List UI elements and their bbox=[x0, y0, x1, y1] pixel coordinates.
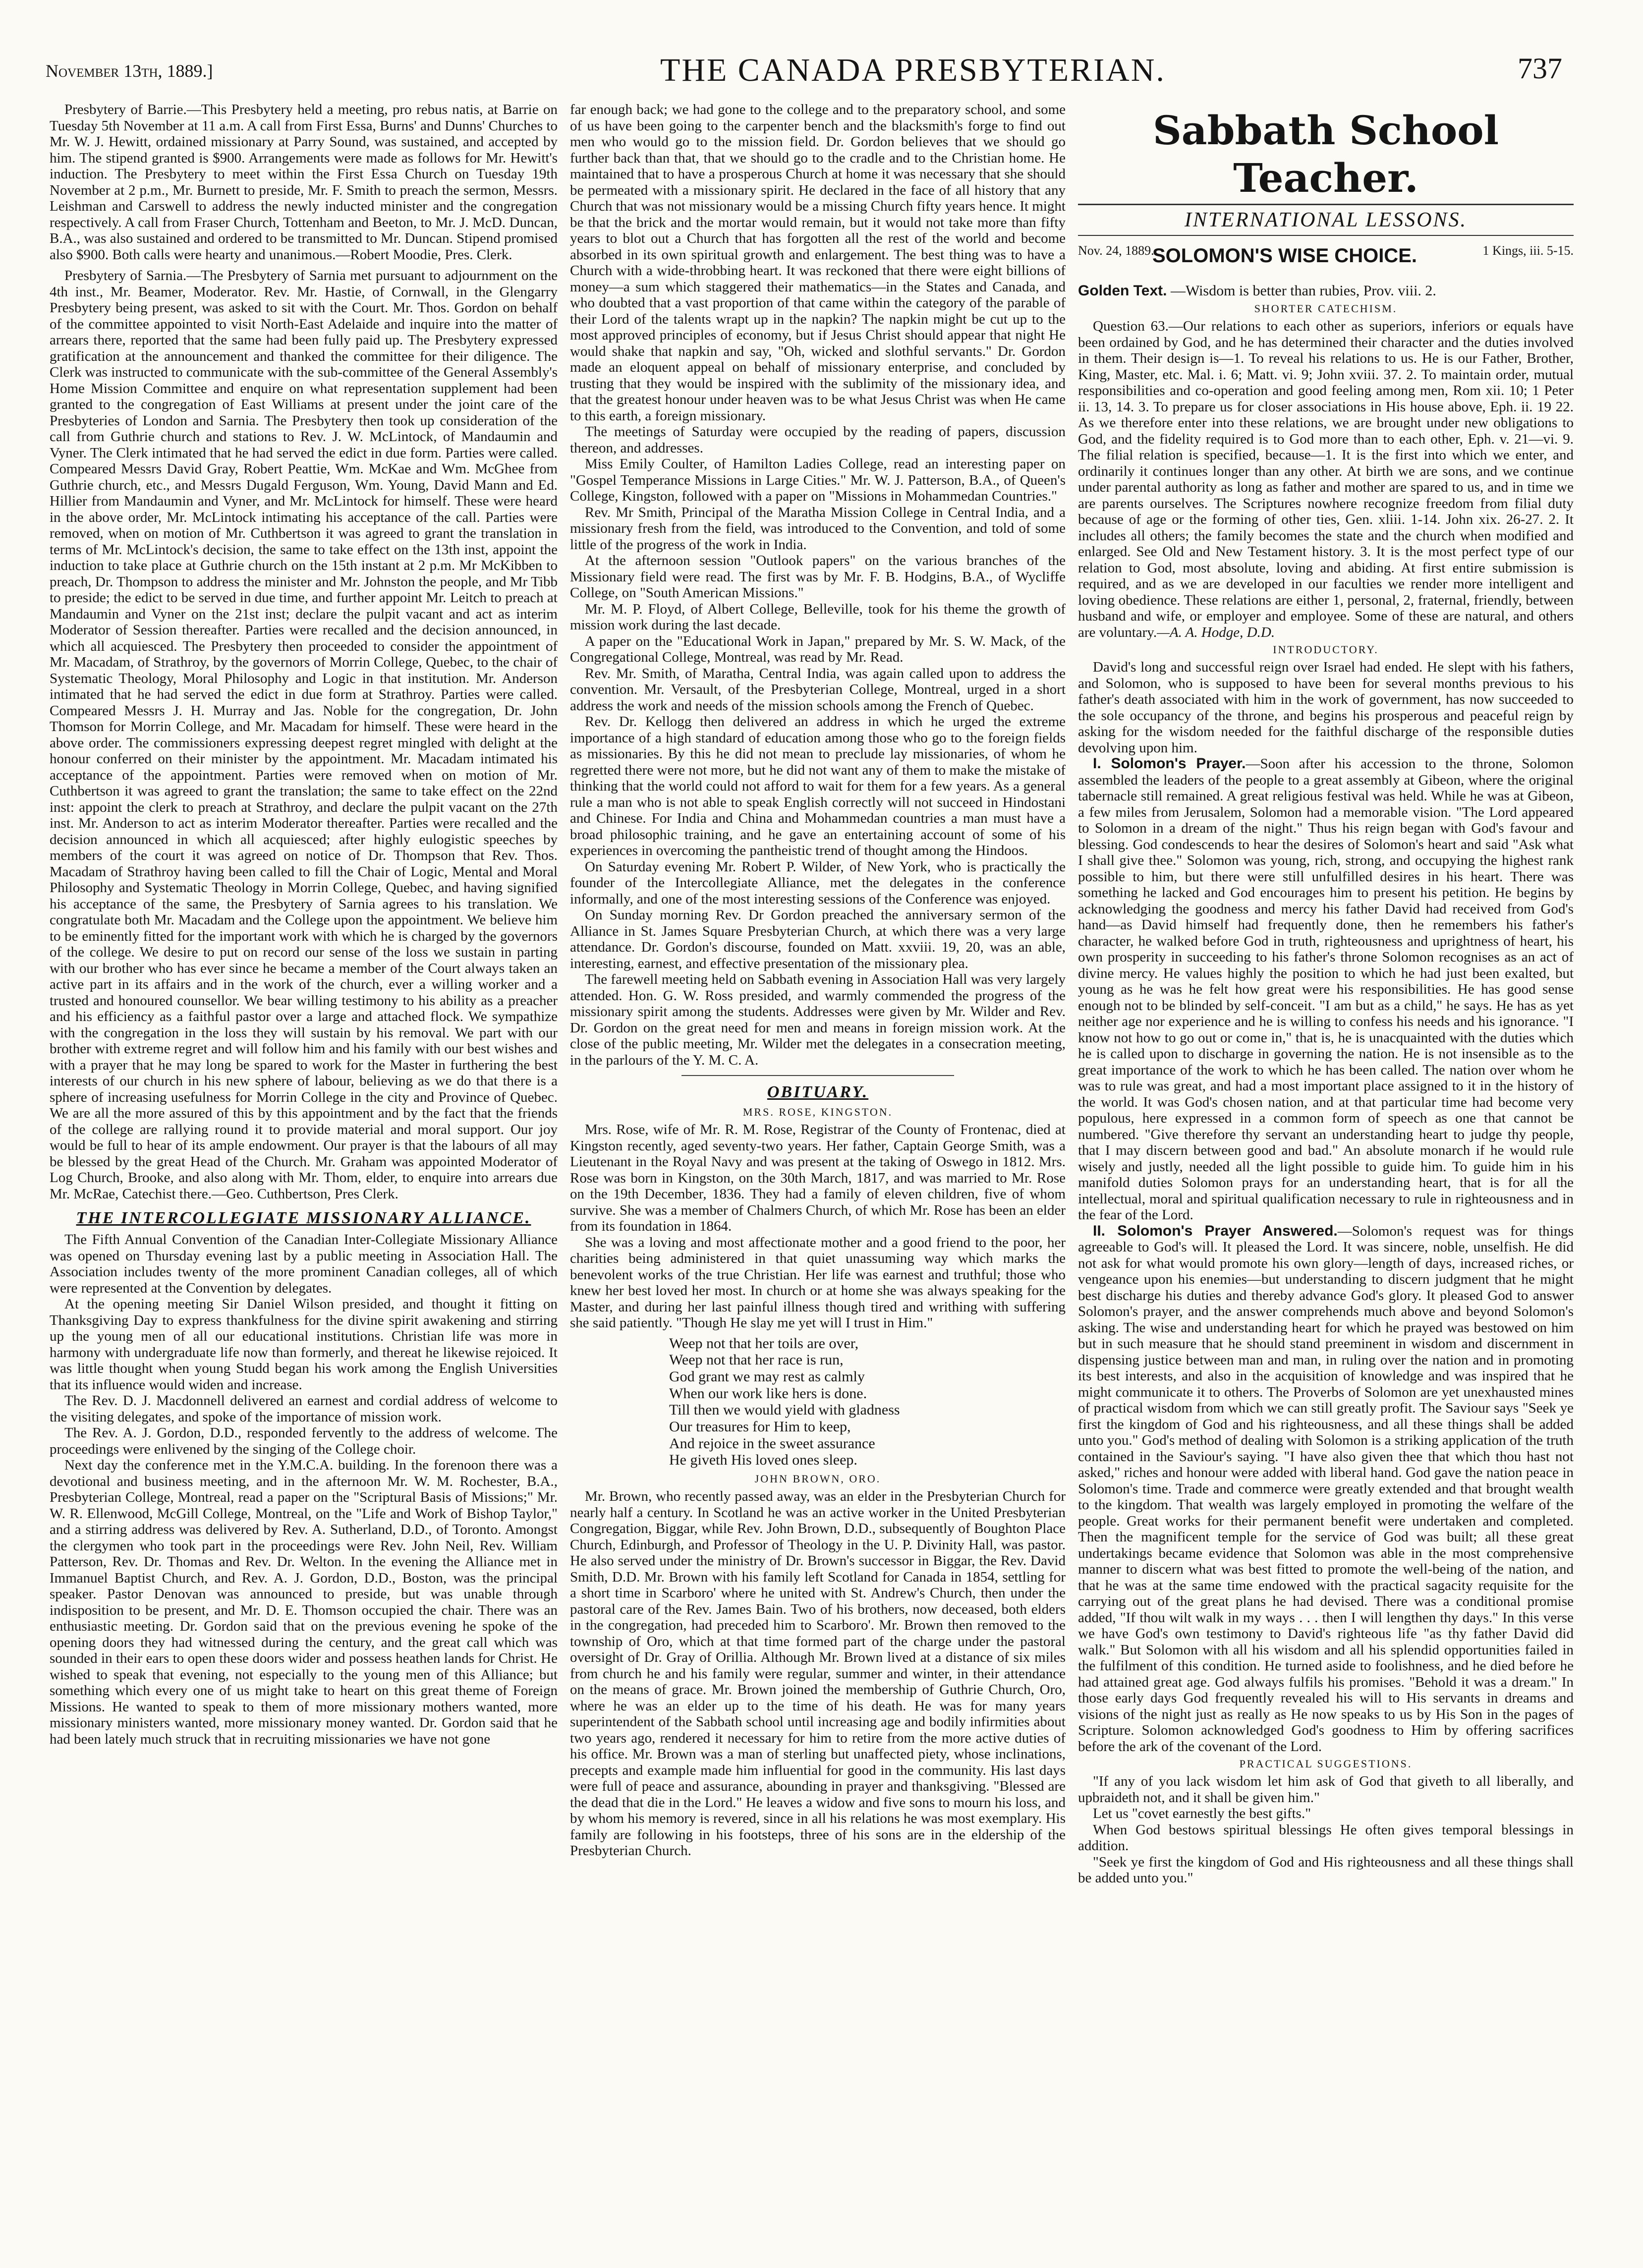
column-3 bbox=[1078, 102, 1574, 2248]
poem-line: Our treasures for Him to keep, bbox=[669, 1418, 851, 1435]
section-run-in-heading: II. Solomon's Prayer Answered. bbox=[1093, 1222, 1338, 1239]
obituary-heading: OBITUARY. bbox=[767, 1083, 869, 1101]
introductory-text: David's long and successful reign over Israel had ended. He slept with his fathers, and Solomon, who is supposed to have been for several months previous to his father's death associated with him in the work of government, has now succeeded to the sole occupancy of the throne, and begins his prosperous and peaceful reign by asking for the wisdom needed for the faithful discharge of the responsible duties devolving upon him. bbox=[1078, 659, 1574, 756]
alliance-paragraph: The Fifth Annual Convention of the Canadian Inter-Collegiate Missionary Alliance was opened on Thursday evening last by a public meeting in Association Hall. The Association includes twenty of the more prominent Canadian colleges, all of which were represented at the Convention by delegates. bbox=[50, 1232, 558, 1296]
introductory-heading: INTRODUCTORY. bbox=[1273, 643, 1379, 656]
poem-line: When our work like hers is done. bbox=[669, 1385, 867, 1402]
obituary-subheading: JOHN BROWN, ORO. bbox=[754, 1473, 881, 1485]
poem-line: He giveth His loved ones sleep. bbox=[669, 1452, 857, 1469]
alliance-paragraph: On Saturday evening Mr. Robert P. Wilder, of New York, who is practically the founder of the Intercollegiate Alliance, met the delegates in the conference informally, and one of the most interesting sessions of the Conference was enjoyed. bbox=[570, 858, 1066, 907]
alliance-paragraph: On Sunday morning Rev. Dr Gordon preached the anniversary sermon of the Alliance in St. James Square Presbyterian Church, at which there was a very large attendance. Dr. Gordon's discourse, founded on Matt. xxviii. 19, 20, was an able, interesting, earnest, and effective presentation of the missionary plea. bbox=[570, 907, 1066, 971]
newspaper-title: THE CANADA PRESBYTERIAN. bbox=[660, 52, 1166, 88]
page-header bbox=[46, 45, 1562, 89]
poem-line: Weep not that her race is run, bbox=[669, 1352, 844, 1368]
alliance-paragraph: The farewell meeting held on Sabbath evening in Association Hall was very largely attended. Hon. G. W. Ross presided, and warmly commended the progress of the missionary spirit among the students. Addresses were given by Mr. Wilder and Rev. Dr. Gordon on the great need for men and means in foreign mission work. At the close of the public meeting, Mr. Wilder met the delegates in a consecration meeting, in the parlours of the Y. M. C. A. bbox=[570, 971, 1066, 1068]
alliance-heading: THE INTERCOLLEGIATE MISSIONARY ALLIANCE. bbox=[76, 1209, 531, 1227]
catechism-body: Question 63.—Our relations to each other as superiors, inferiors or equals have been ordained by God, and he has determined their character and the duties involved in them. Their design is—1. To reveal his relations to us. He is our Father, Brother, King, Master, etc. Mal. i. 6; Matt. vi. 9; John xviii. 37. 2. To maintain order, mutual responsibilities and co-operation and good feeling among men, Rom xii. 10; 1 Peter ii. 13, 14. 3. To prepare us for closer associations in His house above, Eph. ii. 19 22. As we therefore enter into these relations, we are brought under new obligations to God, and the fidelity required is to God more than to each other, Eph. v. 21—vi. 9. The filial relation is specified, because—1. It is the first into which we enter, and ordinarily it continues longer than any other. At birth we are sons, and we continue under parental authority as long as father and mother are spared to us, and in time we are parents ourselves. The Scriptures nowhere recognize freedom from filial duty because of age or the forming of other ties, Gen. xliii. 1-14. John xix. 26-27. 2. It includes all others; the family becomes the state and the church when modified and enlarged. See Old and New Testament history. 3. It is the most perfect type of our relation to God, most absolute, loving and abiding. At first entire submission is required, and as we are developed in our faculties we render more intelligent and loving obedience. These relations are either 1, personal, 2, fraternal, friendly, between husband and wife, or employer and employee. Some of these are natural, and others are voluntary. bbox=[1078, 318, 1574, 640]
alliance-paragraph: Rev. Mr Smith, Principal of the Maratha Mission College in Central India, and a missionary fresh from the field, was introduced to the Convention, and told of some little of the progress of the work in India. bbox=[570, 504, 1066, 553]
lesson-section bbox=[1078, 756, 1574, 1223]
divider bbox=[681, 1075, 954, 1076]
obituary-subheading: MRS. ROSE, KINGSTON. bbox=[742, 1106, 893, 1118]
alliance-paragraph: At the opening meeting Sir Daniel Wilson presided, and thought it fitting on Thanksgiving Day to express thankfulness for the divine spirit awakening and stirring up the young men of all our educational institutions. Christian life was more in harmony with undergraduate life now than formerly, and thereat he likewise rejoiced. It was little thought when young Studd began his work among the English Universities that its influence would widen and increase. bbox=[50, 1296, 558, 1393]
section-body: —Soon after his accession to the throne, Solomon assembled the leaders of the people to a great assembly at Gibeon, where the original tabernacle still remained. A great religious festival was held. While he was at Gibeon, a few miles from Jerusalem, Solomon had a memorable vision. "The Lord appeared to Solomon in a dream of the night." Thus his reign began with God's favour and blessing. God condescends to hear the desires of Solomon's heart and said "Ask what I shall give thee." Solomon was young, rich, strong, and occupying the highest rank possible to him, but there were still unfulfilled desires in his heart. There was something he lacked and God encourages him to present his petition. He begins by acknowledging the goodness and mercy his father David had received from God's hand—as David himself had frequently done, then he remembers his father's character, he walked before God in truth, righteousness and uprightness of heart, his own prosperity in succeeding to his father's throne Solomon recognises as an act of divine mercy. He values highly the position to which he had just been exalted, but young as he was he felt how great were his responsibilities. He has good sense enough not to be blinded by self-conceit. "I am but as a child," he says. He has as yet neither age nor experience and he is willing to confess his needs and his ignorance. "I know not how to go out or come in," that is, he is unacquainted with the duties which he is called upon to discharge in governing the nation. He is not insensible as to the great importance of the work to which he has been called. The nation over whom he was to rule was great, and had a most important place assigned to it in the history of the world. It was God's chosen nation, and at that particular time had become very populous, here expressed in a common form of speech as one that cannot be numbered. "Give therefore thy servant an understanding heart to judge thy people, that I may discern between good and bad." An absolute monarch if he would rule wisely and justly, needed all the light possible to guide him. To guide him in his manifold duties Solomon prays for an understanding heart, that is for all the intellectual, moral and spiritual qualification necessary to rule in righteousness and in the fear of the Lord. bbox=[1078, 756, 1574, 1223]
alliance-paragraph: Rev. Dr. Kellogg then delivered an address in which he urged the extreme importance of a high standard of education among those who go to the foreign fields as missionaries. By this he did not mean to preclude lay missionaries, of whom he regretted there were not more, but he did not want any of them to make the mistake of thinking that the world could not afford to wait for them for a few years. As a general rule a man who is not able to speak English correctly will not succeed in Hindostani and Chinese. For India and China and Mohammedan countries a man must have a broad philosophic training, and he gave an entertaining account of some of his experiences in overcoming the pantheistic trend of thought among the Hindoos. bbox=[570, 714, 1066, 858]
lessons-heading: INTERNATIONAL LESSONS. bbox=[1078, 204, 1574, 236]
alliance-paragraph: Mr. M. P. Floyd, of Albert College, Belleville, took for his theme the growth of mission work during the last decade. bbox=[570, 601, 1066, 633]
practical-suggestion: When God bestows spiritual blessings He often gives temporal blessings in addition. bbox=[1078, 1821, 1574, 1854]
lesson-date: Nov. 24, 1889. bbox=[1078, 243, 1154, 258]
catechism-text bbox=[1078, 318, 1574, 640]
practical-suggestion: Let us "covet earnestly the best gifts." bbox=[1093, 1806, 1311, 1821]
page-number: 737 bbox=[1518, 52, 1562, 85]
poem-line: Weep not that her toils are over, bbox=[669, 1335, 859, 1352]
column-2 bbox=[570, 102, 1066, 2248]
obituary-paragraph: Mrs. Rose, wife of Mr. R. M. Rose, Registrar of the County of Frontenac, died at Kingston recently, aged seventy-two years. Her father, Captain George Smith, was a Lieutenant in the Royal Navy and was present at the taking of Oswego in 1812. Mrs. Rose was born in Kingston, on the 30th March, 1817, and was married to Mr. Rose on the 19th December, 1836. They had a family of eleven children, five of whom survive. She was a member of Chalmers Church, of which Mr. Rose has been an elder from its foundation in 1864. bbox=[570, 1122, 1066, 1234]
lesson-title: SOLOMON'S WISE CHOICE. bbox=[1152, 245, 1417, 267]
alliance-paragraph: The Rev. A. J. Gordon, D.D., responded fervently to the address of welcome. The proceedings were enlivened by the singing of the College choir. bbox=[50, 1425, 558, 1457]
section-run-in-heading: I. Solomon's Prayer. bbox=[1093, 755, 1246, 772]
lesson-reference: 1 Kings, iii. 5-15. bbox=[1482, 243, 1574, 258]
issue-date: November 13th, 1889.] bbox=[46, 61, 213, 81]
alliance-continued: far enough back; we had gone to the college and to the preparatory school, and some of us have been going to the carpenter bench and the blacksmith's forge to find out men who would go to the mission field. Dr. Gordon believes that we should go further back than that, that we should go to the cradle and to the Christian home. He maintained that to have a prosperous Church at home it was necessary that she should be permeated with a missionary spirit. He declared in the face of all history that any Church that was not missionary would be a missing Church fifty years hence. It might be that the brick and the mortar would remain, but it would not take more than fifty years to blot out a Church that has forgotten all the rest of the world and become absorbed in its own spiritual growth and enlargement. The best thing was to have a Church with a wide-throbbing heart. It was reckoned that there were eight billions of money—a sum which staggered their mathematics—in the States and Canada, and who doubted that a vast proportion of that came within the category of the parable of their Lord of the talents wrapt up in the napkin? The napkin might be cut up to the most approved principles of economy, but if Jesus Christ should appear that night He would shake that napkin and say, "Oh, wicked and slothful servants." Dr. Gordon made an eloquent appeal on behalf of missionary enterprise, and concluded by trusting that they would be inspired with the sublimity of the missionary idea, and that the greatest honour under heaven was to be what Jesus Christ was when He came to this earth, a foreign missionary. bbox=[570, 102, 1066, 424]
lesson-section bbox=[1078, 1223, 1574, 1755]
lesson-title-row bbox=[1078, 242, 1574, 282]
practical-suggestion: "Seek ye first the kingdom of God and His righteousness and all these things shall be added unto you." bbox=[1078, 1854, 1574, 1886]
golden-text-body: —Wisdom is better than rubies, Prov. viii. 2. bbox=[1170, 283, 1436, 299]
memorial-poem bbox=[570, 1335, 1066, 1469]
practical-heading: PRACTICAL SUGGESTIONS. bbox=[1239, 1758, 1413, 1770]
alliance-paragraph: A paper on the "Educational Work in Japan," prepared by Mr. S. W. Mack, of the Congregational College, Montreal, was read by Mr. Read. bbox=[570, 633, 1066, 665]
golden-text bbox=[1078, 283, 1574, 299]
catechism-signature: —A. A. Hodge, D.D. bbox=[1157, 624, 1275, 640]
poem-line: God grant we may rest as calmly bbox=[669, 1368, 865, 1385]
alliance-paragraph: Next day the conference met in the Y.M.C.A. building. In the forenoon there was a devotional and business meeting, and in the afternoon Mr. W. M. Rochester, B.A., Presbyterian College, Montreal, read a paper on the "Scriptural Basis of Missions;" Mr. W. R. Ellenwood, McGill College, Montreal, on the "Life and Work of Bishop Taylor," and a stirring address was delivered by Rev. A. Sutherland, D.D., of Toronto. Amongst the clergymen who took part in the proceedings were Rev. John Neil, Rev. William Patterson, Rev. Dr. Thomas and Rev. Dr. Welton. In the evening the Alliance met in Immanuel Baptist Church, and Rev. A. J. Gordon, D.D., Boston, was the principal speaker. Pastor Denovan was announced to preside, but was unable through indisposition to be present, and Mr. D. E. Thomson occupied the chair. There was an enthusiastic meeting. Dr. Gordon said that on the previous evening he spoke of the opening doors they had witnessed during the century, and the great call which was sounded in their ears to open these doors wider and possess heathen lands for Christ. He wished to speak that evening, not especially to the young men of this Alliance; but something which every one of us might take to heart on this great theme of Foreign Missions. He wanted to speak to them of more missionary mothers wanted, more missionary ministers wanted, more missionary money wanted. Dr. Gordon said that he had been lately much struck that in recruiting missionaries we have not gone bbox=[50, 1457, 558, 1747]
alliance-paragraph: The meetings of Saturday were occupied by the reading of papers, discussion thereon, and addresses. bbox=[570, 424, 1066, 456]
poem-line: Till then we would yield with gladness bbox=[669, 1402, 900, 1418]
poem-line: And rejoice in the sweet assurance bbox=[669, 1435, 875, 1452]
obituary-paragraph: She was a loving and most affectionate mother and a good friend to the poor, her charities being administered in that quiet unassuming way which marks the benevolent works of the true Christian. Her life was earnest and truthful; those who knew her best loved her most. In church or at home she was always speaking for the Master, and during her last painful illness though tired and writhing with suffering she said patiently. "Though He slay me yet will I trust in Him." bbox=[570, 1234, 1066, 1331]
catechism-heading: SHORTER CATECHISM. bbox=[1254, 302, 1398, 315]
sarnia-presbytery-report: Presbytery of Sarnia.—The Presbytery of Sarnia met pursuant to adjournment on the 4th inst., Mr. Beamer, Moderator. Rev. Mr. Hastie, of Cornwall, in the Glengarry Presbytery being present, was asked to sit with the Court. Mr. Thos. Gordon on behalf of the committee appointed to visit North-East Adelaide and inquire into the matter of arrears there, reported that the same had been fully paid up. The Presbytery expressed gratification at the announcement and thanked the committee for their diligence. The Clerk was instructed to communicate with the sub-committee of the General Assembly's Home Mission Committee and enquire on what representation supplement had been granted to the congregation of East Williams at present under the joint care of the Presbyteries of London and Sarnia. The Presbytery then took up consideration of the call from Guthrie church and stations to Rev. J. W. McLintock, of Mandaumin and Vyner. The Clerk intimated that he had served the edict in due form. Parties were called. Compeared Messrs David Gray, Robert Peattie, Wm. McKae and Wm. McGhee from Guthrie church, etc., and Messrs Dugald Ferguson, Wm. Young, David Mann and Ed. Hillier from Mandaumin and Vyner, and Mr. McLintock for himself. These were heard in the above order, Mr. McLintock intimating his acceptance of the call. Parties were removed, when on motion of Mr. Cuthbertson it was agreed to grant the translation in terms of Mr. McLintock's decision, the same to take effect on the 13th inst, appoint the induction to take place at Guthrie church on the 15th instant at 2 p.m. Mr McKibben to preach, Dr. Thompson to address the minister and Mr. Johnston the people, and Mr Tibb to preside; the edict to be served in due time, and further appoint Mr. Leitch to preach at Mandaumin and Vyner on the 21st inst; declare the pulpit vacant and act as interim Moderator of Session thereafter. Parties were recalled and the decision announced, in which all acquiesced. The Presbytery then proceeded to consider the appointment of Mr. Macadam, of Strathroy, by the governors of Morrin College, Quebec, to the chair of Systematic Theology, Moral Philosophy and Logic in that institution. Mr. Anderson intimated that he had served the edict in due form at Strathroy. Parties were called. Compeared Messrs J. H. Murray and Jas. Noble for the congregation, Dr. John Thomson for Morrin College, and Mr. Macadam for himself. These were heard in the above order. The commissioners expressing deepest regret mingled with delight at the honour conferred on their minister by the appointment. Mr. Macadam intimated his acceptance of the appointment. Parties were removed when on motion of Mr. Cuthbertson it was agreed to grant the translation; the same to take effect on the 22nd inst: appoint the clerk to preach at Strathroy, and declare the pulpit vacant on the 27th inst. Mr. Anderson to act as interim Moderator thereafter. Parties were recalled and the decision announced in which all acquiesced; after highly eulogistic speeches by members of the court it was agreed on notice of Dr. Thompson that Rev. Thos. Macadam of Strathroy having been called to fill the Chair of Logic, Mental and Moral Philosophy and Systematic Theology in Morrin College, Quebec, and having signified his acceptance of the same, the Presbytery of Sarnia agrees to his translation. We congratulate both Mr. Macadam and the College upon the appointment. We believe him to be eminently fitted for the important work with which he is charged by the governors of the college. We desire to put on record our sense of the loss we sustain in parting with our brother who has ever since he became a member of the Court always taken an active part in its affairs and in the work of the church, ever a willing worker and a trusted and honoured counsellor. We bear willing testimony to his ability as a preacher and his efficiency as a faithful pastor over a large and attached flock. We sympathize with the congregation in the loss they will sustain by his removal. We part with our brother with extreme regret and will follow him and his family with our best wishes and with a prayer that he may long be spared to work for the Master in furthering the best interests of our church in his new sphere of labour, believing as we do that there is a sphere of increasing usefulness for Morrin College in the city and Province of Quebec. We are all the more assured of this by this appointment and by the fact that the friends of the college are rallying round it to provide material and moral support. Our joy would be full to hear of its ample endowment. Our prayer is that the labours of all may be blessed by the great Head of the Church. Mr. Graham was appointed Moderator of Log Church, Brooke, and also along with Mr. Thom, elder, to enquire into arrears due Mr. McRae, Catechist there.—Geo. Cuthbertson, Pres Clerk. bbox=[50, 268, 558, 1202]
column-1 bbox=[50, 102, 558, 2248]
alliance-paragraph: Miss Emily Coulter, of Hamilton Ladies College, read an interesting paper on "Gospel Temperance Missions in Large Cities." Mr. W. J. Patterson, B.A., of Queen's College, Kingston, followed with a paper on "Missions in Mohammedan Countries." bbox=[570, 456, 1066, 504]
alliance-paragraph: The Rev. D. J. Macdonnell delivered an earnest and cordial address of welcome to the visiting delegates, and spoke of the importance of mission work. bbox=[50, 1393, 558, 1425]
section-body: —Solomon's request was for things agreeable to God's will. It pleased the Lord. It was sincere, noble, unselfish. He did not ask for what would promote his own glory—length of days, increased riches, or vengeance upon his enemies—but understanding to discern judgment that he might best discharge his duties and thereby advance God's glory. It pleased God to answer Solomon's prayer, and the answer comprehends much above and beyond Solomon's asking. The wise and understanding heart for which he prayed was bestowed on him but in such measure that he should stand preeminent in wisdom and discernment in dispensing justice between man and man, in ruling over the nation and in promoting its best interests, and also in the acquisition of knowledge and was inspired that he might communicate it to others. The Proverbs of Solomon are yet unexhausted mines of practical wisdom from which we can still greatly profit. The Saviour says "Seek ye first the kingdom of God and his righteousness, and all these things shall be added unto you." God's method of dealing with Solomon is a striking application of the truth contained in the Saviour's saying. "I have also given thee that which thou hast not asked," riches and honour were added with liberal hand. God gave the nation peace in Solomon's time. Trade and commerce were greatly extended and that brought wealth to the kingdom. That wealth was largely employed in promoting the welfare of the people. Great works for their permanent benefit were undertaken and completed. Then the magnificent temple for the service of God was built; all these great undertakings became evidence that Solomon was able in the most comprehensive manner to discern what was best fitted to promote the well-being of the nation, and that he was at the same time endowed with the practical sagacity requisite for the carrying out of the great plans he had devised. There was a conditional promise added, "If thou wilt walk in my ways . . . then I will lengthen thy days." In this verse we have God's own testimony to David's righteous life "as thy father David did walk." But Solomon with all his wisdom and all his splendid opportunities failed in the fulfilment of this condition. He turned aside to foolishness, and he died before he had attained great age. God always fulfils his promises. "Behold it was a dream." In those early days God frequently revealed his will to His servants in dreams and visions of the night just as really as He now speaks to us by His Son in the pages of Scripture. Solomon acknowledged God's goodness to Him by offering sacrifices before the ark of the covenant of the Lord. bbox=[1078, 1223, 1574, 1755]
alliance-paragraph: At the afternoon session "Outlook papers" on the various branches of the Missionary field were read. The first was by Mr. F. B. Hodgins, B.A., of Wycliffe College, on "South American Missions." bbox=[570, 553, 1066, 601]
golden-text-label: Golden Text. bbox=[1078, 283, 1167, 299]
section-masthead: Sabbath School Teacher. bbox=[1152, 107, 1499, 201]
barrie-presbytery-report: Presbytery of Barrie.—This Presbytery held a meeting, pro rebus natis, at Barrie on Tuesday 5th November at 11 a.m. A call from First Essa, Burns' and Dunns' Churches to Mr. W. J. Hewitt, ordained missionary at Parry Sound, was sustained, and accepted by him. The stipend granted is $900. Arrangements were made as follows for Mr. Hewitt's induction. The Presbytery to meet within the First Essa Church on Tuesday 19th November at 2 p.m., Mr. Burnett to preside, Mr. F. Smith to preach the sermon, Messrs. Leishman and Carswell to address the newly inducted minister and the congregation respectively. A call from Fraser Church, Tottenham and Beeton, to Mr. J. McD. Duncan, B.A., was also sustained and ordered to be transmitted to Mr. Duncan. Stipend promised also $900. Both calls were hearty and unanimous.—Robert Moodie, Pres. Clerk. bbox=[50, 102, 558, 263]
practical-suggestion: "If any of you lack wisdom let him ask of God that giveth to all liberally, and upbraideth not, and it shall be given him." bbox=[1078, 1773, 1574, 1806]
alliance-paragraph: Rev. Mr. Smith, of Maratha, Central India, was again called upon to address the convention. Mr. Versault, of the Presbyterian College, Montreal, urged in a short address the work and needs of the mission schools among the French of Quebec. bbox=[570, 665, 1066, 714]
obituary-paragraph: Mr. Brown, who recently passed away, was an elder in the Presbyterian Church for nearly half a century. In Scotland he was an active worker in the United Presbyterian Congregation, Biggar, while Rev. John Brown, D.D., subsequently of Boughton Place Church, Edinburgh, and Professor of Theology in the U. P. Divinity Hall, was pastor. He also served under the ministry of Dr. Brown's successor in Biggar, the Rev. David Smith, D.D. Mr. Brown with his family left Scotland for Canada in 1854, settling for a short time in Scarboro' where he united with St. Andrew's Church, then under the pastoral care of the Rev. James Bain. Two of his brothers, now deceased, both elders in the congregation, had preceded him to Scarboro'. Mr. Brown then removed to the township of Oro, which at that time formed part of the charge under the pastoral oversight of Dr. Gray of Orillia. Although Mr. Brown lived at a distance of six miles from church he and his family were regular, summer and winter, in their attendance on the means of grace. Mr. Brown joined the membership of Guthrie Church, Oro, where he was an elder up to the time of his death. He was for many years superintendent of the Sabbath school until increasing age and bodily infirmities about two years ago, rendered it necessary for him to retire from the more active duties of his office. Mr. Brown was a man of sterling but unaffected piety, whose inclinations, precepts and example made him influential for good in the community. His last days were full of peace and assurance, abounding in prayer and thanksgiving. "Blessed are the dead that die in the Lord." He leaves a widow and five sons to mourn his loss, and by whom his memory is revered, since in all his relations he was most exemplary. His family are following in his footsteps, three of his sons are in the eldership of the Presbyterian Church. bbox=[570, 1488, 1066, 1859]
